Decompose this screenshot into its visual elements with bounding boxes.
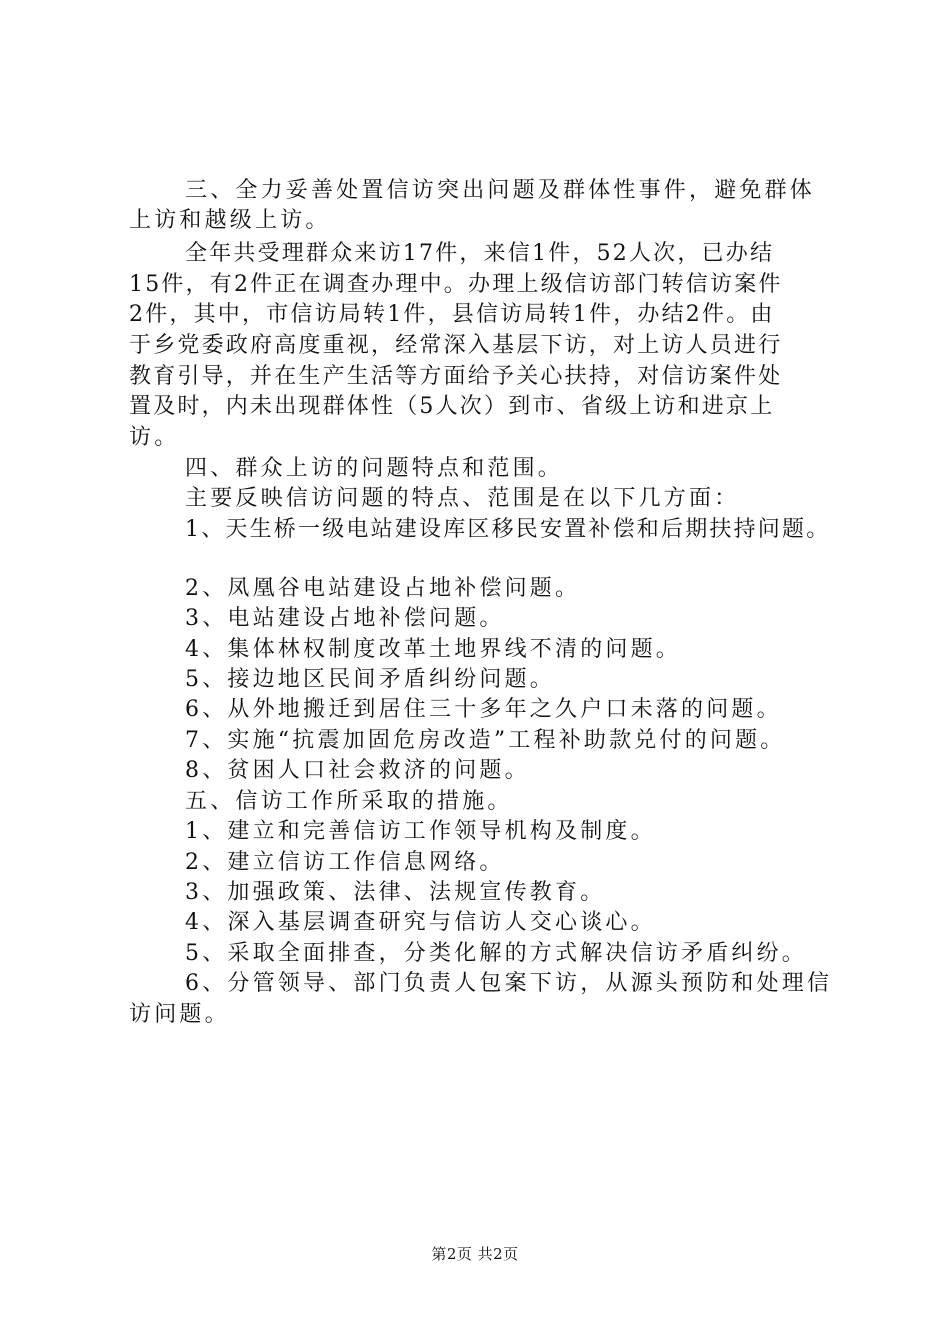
list-item: 5、接边地区民间矛盾纠纷问题。 <box>185 667 555 692</box>
text-line: 三、全力妥善处置信访突出问题及群体性事件，避免群体 <box>185 178 816 203</box>
list-item: 1、建立和完善信访工作领导机构及制度。 <box>185 819 656 844</box>
text-line: 置及时，内未出现群体性（5人次）到市、省级上访和进京上 <box>129 394 775 419</box>
list-item: 2、凤凰谷电站建设占地补偿问题。 <box>185 576 581 601</box>
text-line: 于乡党委政府高度重视，经常深入基层下访，对上访人员进行 <box>129 333 783 358</box>
text-line: 访问题。 <box>129 1002 230 1027</box>
section-heading: 五、信访工作所采取的措施。 <box>185 789 513 814</box>
page-number-footer: 第2页 共2页 <box>431 1245 519 1263</box>
list-item: 7、实施“抗震加固危房改造”工程补助款兑付的问题。 <box>185 728 786 753</box>
list-item: 4、集体林权制度改革土地界线不清的问题。 <box>185 637 681 662</box>
list-item: 1、天生桥一级电站建设库区移民安置补偿和后期扶持问题。 <box>185 517 831 542</box>
text-line: 上访和越级上访。 <box>129 208 331 233</box>
text-line: 访。 <box>129 425 180 450</box>
list-item: 6、分管领导、部门负责人包案下访，从源头预防和处理信 <box>185 971 833 996</box>
list-item: 8、贫困人口社会救济的问题。 <box>185 758 530 783</box>
list-item: 6、从外地搬迁到居住三十多年之久户口未落的问题。 <box>185 697 782 722</box>
text-line: 15件，有2件正在调查办理中。办理上级信访部门转信访案件 <box>129 272 783 297</box>
text-line: 主要反映信访问题的特点、范围是在以下几方面： <box>185 486 740 511</box>
list-item: 4、深入基层调查研究与信访人交心谈心。 <box>185 910 656 935</box>
list-item: 3、电站建设占地补偿问题。 <box>185 606 505 631</box>
text-line: 教育引导，并在生产生活等方面给予关心扶持，对信访案件处 <box>129 364 783 389</box>
list-item: 3、加强政策、法律、法规宣传教育。 <box>185 880 606 905</box>
list-item: 2、建立信访工作信息网络。 <box>185 850 505 875</box>
section-heading: 四、群众上访的问题特点和范围。 <box>185 456 564 481</box>
text-line: 全年共受理群众来访17件，来信1件，52人次，已办结 <box>185 241 775 266</box>
list-item: 5、采取全面排查，分类化解的方式解决信访矛盾纠纷。 <box>185 941 807 966</box>
text-line: 2件，其中，市信访局转1件，县信访局转1件，办结2件。由 <box>129 302 775 327</box>
